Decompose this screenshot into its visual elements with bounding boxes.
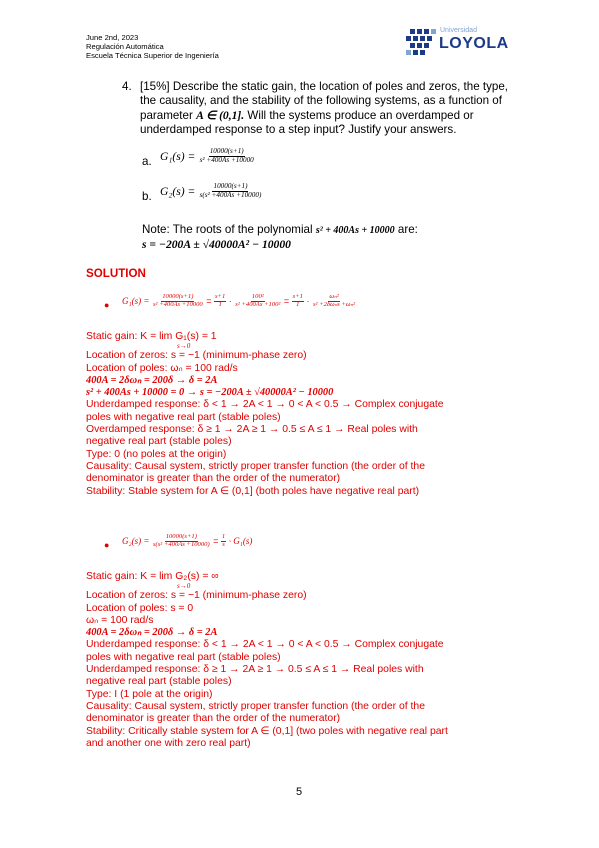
g1-line: poles with negative real part (stable poles)	[86, 411, 281, 423]
header-school: Escuela Técnica Superior de Ingeniería	[86, 51, 219, 60]
g1-line: Type: 0 (no poles at the origin)	[86, 448, 227, 460]
g1-line: negative real part (stable poles)	[86, 436, 232, 448]
question-line: [15%] Describe the static gain, the location of poles and zeros, the type,	[140, 80, 508, 93]
g2-line: Underdamped response: δ < 1 → 2A < 1 → 0 < A < 0.5 → Complex conjugate	[86, 639, 444, 651]
g1-line: Location of poles: ωₙ = 100 rad/s	[86, 362, 238, 374]
note-line: Note: The roots of the polynomial s² + 400As + 10000 are:	[142, 223, 418, 236]
g2-line: Stability: Critically stable system for A ∈ (0,1] (two poles with negative real part	[86, 725, 448, 737]
solution-title: SOLUTION	[86, 267, 146, 280]
g1-line: denominator is greater than the order of the numerator)	[86, 473, 341, 485]
g1-line: Stability: Stable system for A ∈ (0,1] (both poles have negative real part)	[86, 485, 420, 497]
g2-line: Type: I (1 pole at the origin)	[86, 688, 213, 700]
question-line: parameter A ∈ (0,1]. Will the systems produce an overdamped or	[140, 108, 474, 122]
g2-line: and another one with zero real part)	[86, 737, 251, 749]
question-line: underdamped response to a step input? Justify your answers.	[140, 122, 457, 136]
header-date: June 2nd, 2023	[86, 33, 139, 42]
g1-line: Location of zeros: s = −1 (minimum-phase zero)	[86, 350, 307, 362]
page-number: 5	[296, 786, 303, 798]
logo-emblem-icon	[404, 27, 438, 57]
g2-lim-subscript: s→0	[177, 582, 191, 591]
g2-line: Causality: Causal system, strictly proper transfer function (the order of the	[86, 700, 425, 712]
g1-lim-subscript: s→0	[177, 342, 191, 351]
g1-line: s² + 400As + 10000 = 0 → s = −200A ± √40000A² − 10000	[86, 387, 334, 399]
g2-line: Underdamped response: δ ≥ 1 → 2A ≥ 1 → 0.5 ≤ A ≤ 1 → Real poles with	[86, 664, 424, 676]
g1-line: Overdamped response: δ ≥ 1 → 2A ≥ 1 → 0.5 ≤ A ≤ 1 → Real poles with	[86, 424, 418, 436]
question-number: 4.	[122, 80, 132, 93]
note-roots: s = −200A ± √40000A² − 10000	[142, 238, 291, 251]
item-a-equation: G₁(s) = $\frac{10000(s+1)}{\text{s² +400As +10000}}$	[160, 147, 254, 164]
g2-line: denominator is greater than the order of the numerator)	[86, 713, 341, 725]
g1-line: Static gain: K = lim G₁(s) = 1	[86, 331, 217, 342]
g2-line: Location of poles: s = 0	[86, 602, 194, 614]
g1-line: Underdamped response: δ < 1 → 2A < 1 → 0 < A < 0.5 → Complex conjugate	[86, 399, 444, 411]
g1-analysis	[86, 331, 516, 498]
g2-expansion: G₂(s) = $\frac{10000(s+1)}{\text{s(s² +400As +10000)}}$ = $\frac{1}{s}$ · G₁(s)	[122, 533, 253, 548]
g2-line: 400A = 2δωₙ = 200δ → δ = 2A	[86, 627, 218, 639]
header-course: Regulación Automática	[86, 42, 164, 51]
university-logo	[404, 24, 516, 60]
item-b-equation: G₂(s) = $\frac{10000(s+1)}{\text{s(s² +400As +10000)}}$	[160, 182, 262, 199]
logo-main-text: LOYOLA	[439, 35, 509, 52]
g1-line: Causality: Causal system, strictly proper transfer function (the order of the	[86, 460, 425, 472]
g1-line: 400A = 2δωₙ = 200δ → δ = 2A	[86, 374, 218, 386]
bullet-icon: ●	[104, 540, 110, 550]
g2-line: Static gain: K = lim G₂(s) = ∞	[86, 571, 219, 582]
g2-line: Location of zeros: s = −1 (minimum-phase zero)	[86, 590, 307, 602]
item-b-label: b.	[142, 190, 152, 203]
item-a-label: a.	[142, 155, 152, 168]
question-line: the causality, and the stability of the following systems, as a function of	[140, 94, 502, 108]
bullet-icon: ●	[104, 300, 110, 310]
g2-line: poles with negative real part (stable poles)	[86, 651, 281, 663]
g2-analysis	[86, 571, 516, 750]
logo-top-text: Universidad	[440, 27, 477, 34]
question-body	[140, 80, 514, 137]
g2-line: ωₙ = 100 rad/s	[86, 614, 154, 626]
g2-line: negative real part (stable poles)	[86, 676, 232, 688]
g1-expansion: G₁(s) = $\frac{10000(s+1)}{\text{s² +400As +10000}}$ = $\frac{s+1}{1}$ · $\frac{\text{100²}}{\text{s² +400As +100²}}$ = $\frac{s+1}{1}$ · $\frac{\text{ωₙ²}}{\text{s² +2δωₙs +ωₙ²}}$	[122, 293, 356, 308]
